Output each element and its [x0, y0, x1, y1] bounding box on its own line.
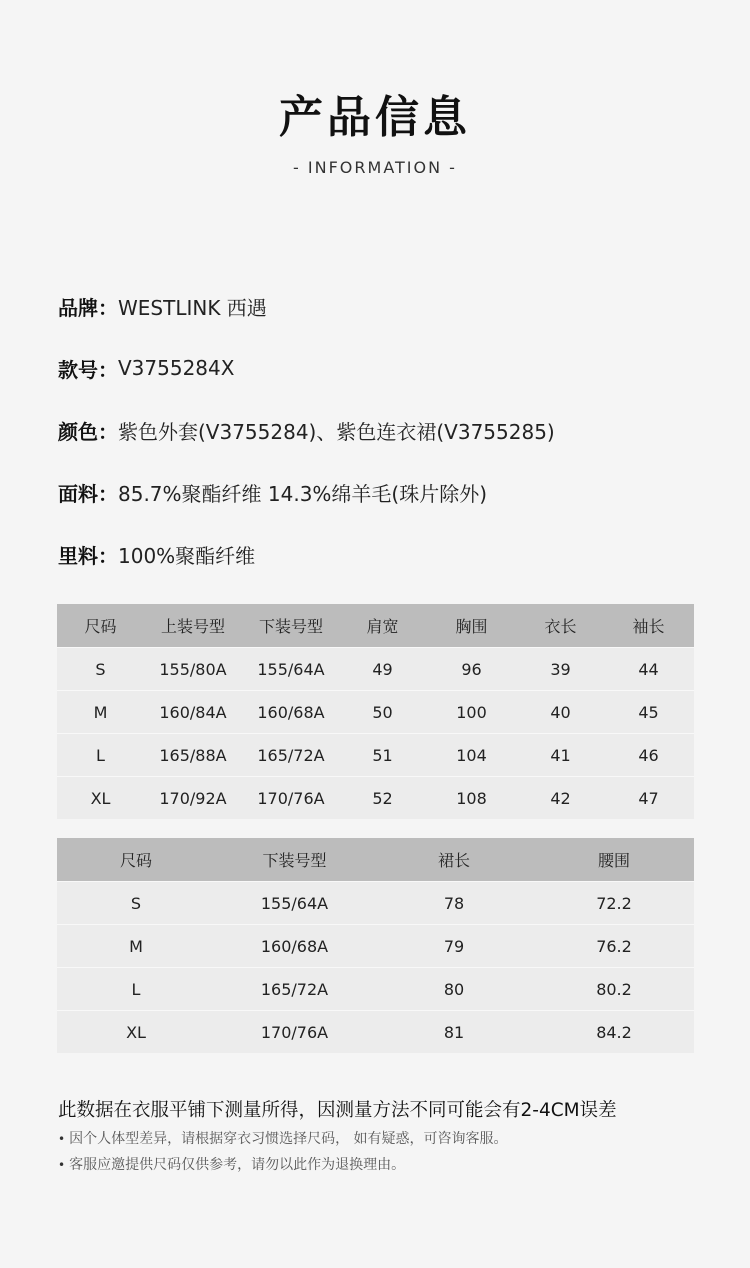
table-cell: 100 — [425, 691, 518, 734]
column-header: 袖长 — [603, 604, 694, 648]
table-row — [57, 777, 694, 820]
table-cell: 49 — [340, 648, 425, 691]
skirt-size-table — [57, 838, 694, 1053]
table-cell: 96 — [425, 648, 518, 691]
product-info — [58, 275, 555, 585]
table-row — [57, 734, 694, 777]
table-cell: S — [57, 648, 144, 691]
table-cell: L — [57, 968, 215, 1011]
column-header: 裙长 — [374, 838, 534, 882]
info-row-style-number — [58, 337, 555, 399]
table-cell: 160/68A — [242, 691, 340, 734]
table-cell: M — [57, 925, 215, 968]
note-bullet-item — [58, 1128, 718, 1148]
table-cell: 51 — [340, 734, 425, 777]
table-cell: 76.2 — [534, 925, 694, 968]
column-header: 肩宽 — [340, 604, 425, 648]
table-cell: 44 — [603, 648, 694, 691]
info-label: 颜色： — [58, 419, 118, 444]
table-row — [57, 1011, 694, 1054]
info-value: 紫色外套(V3755284)、紫色连衣裙(V3755285) — [118, 419, 555, 444]
page-title: 产品信息 — [279, 92, 471, 143]
info-row-lining — [58, 523, 555, 585]
table-cell: 165/72A — [242, 734, 340, 777]
note-bullet-item — [58, 1154, 718, 1174]
table-cell: L — [57, 734, 144, 777]
table-row — [57, 925, 694, 968]
table-cell: 50 — [340, 691, 425, 734]
table-cell: XL — [57, 777, 144, 820]
column-header: 下装号型 — [242, 604, 340, 648]
column-header: 尺码 — [57, 604, 144, 648]
measurement-notes — [58, 1096, 718, 1174]
table-cell: 155/64A — [242, 648, 340, 691]
info-value: 85.7%聚酯纤维 14.3%绵羊毛(珠片除外) — [118, 481, 488, 506]
note-text: 客服应邀提供尺码仅供参考，请勿以此作为退换理由。 — [69, 1157, 406, 1173]
table-cell: 155/64A — [215, 882, 374, 925]
column-header: 尺码 — [57, 838, 215, 882]
info-row-brand — [58, 275, 555, 337]
table-cell: 80.2 — [534, 968, 694, 1011]
bullet-icon: • — [58, 1132, 66, 1146]
table-cell: 40 — [518, 691, 603, 734]
column-header: 下装号型 — [215, 838, 374, 882]
table-cell: 160/68A — [215, 925, 374, 968]
info-row-color — [58, 399, 555, 461]
table-cell: 42 — [518, 777, 603, 820]
table-cell: 45 — [603, 691, 694, 734]
table-cell: M — [57, 691, 144, 734]
bullet-icon: • — [58, 1158, 66, 1172]
info-row-fabric — [58, 461, 555, 523]
table-cell: 165/72A — [215, 968, 374, 1011]
column-header: 腰围 — [534, 838, 694, 882]
page-subtitle: - INFORMATION - — [293, 158, 457, 177]
info-value: 100%聚酯纤维 — [118, 543, 256, 568]
table-cell: 155/80A — [144, 648, 242, 691]
table-cell: 170/76A — [242, 777, 340, 820]
table-cell: 170/92A — [144, 777, 242, 820]
info-value: V3755284X — [118, 356, 235, 380]
info-label: 面料： — [58, 481, 118, 506]
column-header: 上装号型 — [144, 604, 242, 648]
table-cell: 165/88A — [144, 734, 242, 777]
table-cell: 39 — [518, 648, 603, 691]
table-cell: 170/76A — [215, 1011, 374, 1054]
table-header-row — [57, 604, 694, 648]
table-header-row — [57, 838, 694, 882]
table-cell: 81 — [374, 1011, 534, 1054]
table-cell: S — [57, 882, 215, 925]
table-row — [57, 968, 694, 1011]
info-label: 品牌： — [58, 295, 118, 320]
table-cell: 80 — [374, 968, 534, 1011]
table-cell: 78 — [374, 882, 534, 925]
info-value: WESTLINK 西遇 — [118, 295, 267, 320]
measurement-note-main: 此数据在衣服平铺下测量所得，因测量方法不同可能会有2-4CM误差 — [58, 1100, 617, 1121]
table-cell: 41 — [518, 734, 603, 777]
table-cell: 104 — [425, 734, 518, 777]
table-row — [57, 648, 694, 691]
table-cell: 84.2 — [534, 1011, 694, 1054]
table-row — [57, 691, 694, 734]
table-cell: XL — [57, 1011, 215, 1054]
table-cell: 160/84A — [144, 691, 242, 734]
top-size-table — [57, 604, 694, 819]
info-label: 里料： — [58, 543, 118, 568]
table-cell: 72.2 — [534, 882, 694, 925]
note-text: 因个人体型差异，请根据穿衣习惯选择尺码， 如有疑惑，可咨询客服。 — [69, 1131, 508, 1147]
column-header: 胸围 — [425, 604, 518, 648]
table-cell: 52 — [340, 777, 425, 820]
table-cell: 79 — [374, 925, 534, 968]
page-header — [0, 88, 750, 177]
column-header: 衣长 — [518, 604, 603, 648]
table-row — [57, 882, 694, 925]
table-cell: 47 — [603, 777, 694, 820]
info-label: 款号： — [58, 357, 118, 382]
table-cell: 46 — [603, 734, 694, 777]
table-cell: 108 — [425, 777, 518, 820]
